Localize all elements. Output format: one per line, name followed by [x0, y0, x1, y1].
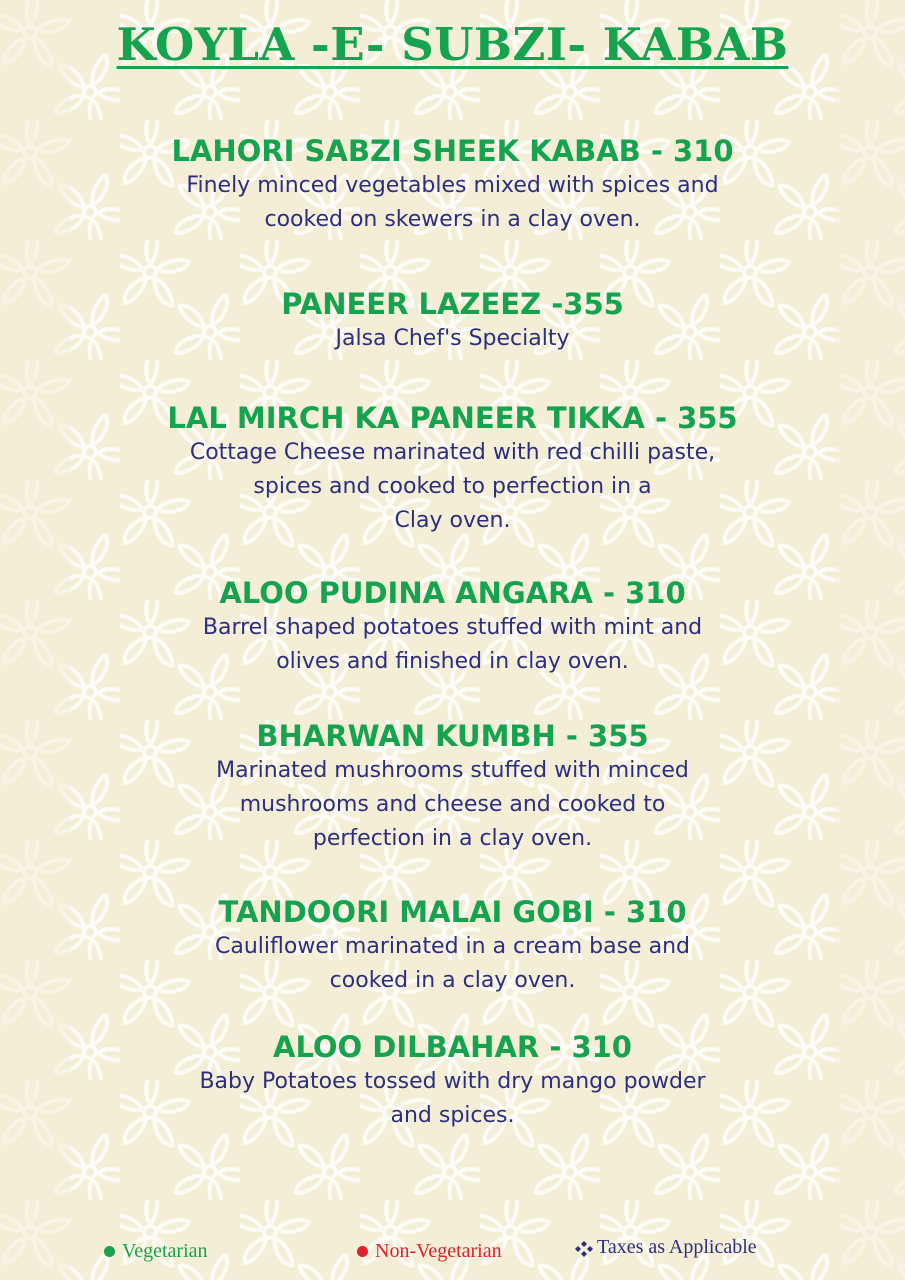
menu-item: [120, 133, 785, 237]
vegetarian-dot-icon: [104, 1246, 115, 1257]
legend-non-vegetarian: [357, 1236, 502, 1266]
four-diamonds-icon: [574, 1237, 594, 1255]
menu-section-title: KOYLA -E- SUBZI- KABAB: [116, 18, 789, 71]
menu-item: [120, 575, 785, 679]
menu-item-description: Baby Potatoes tossed with dry mango powder and spices.: [199, 1069, 706, 1128]
menu-item-description: Finely minced vegetables mixed with spices and cooked on skewers in a clay oven.: [186, 173, 719, 232]
legend-vegetarian-label: Vegetarian: [122, 1240, 208, 1262]
menu-item: [120, 400, 785, 538]
menu-item: [120, 894, 785, 998]
menu-item-name: LAHORI SABZI SHEEK KABAB - 310: [171, 134, 734, 168]
legend-non-vegetarian-label: Non-Vegetarian: [375, 1240, 502, 1262]
menu-item-name: TANDOORI MALAI GOBI - 310: [218, 895, 687, 929]
menu-item: [120, 286, 785, 356]
menu-item-name: BHARWAN KUMBH - 355: [256, 719, 649, 753]
right-margin-fade: [835, 0, 905, 1280]
legend-taxes-label: Taxes as Applicable: [597, 1236, 757, 1258]
menu-item-description: Barrel shaped potatoes stuffed with mint and olives and finished in clay oven.: [202, 615, 703, 674]
menu-item-description: Cauliflower marinated in a cream base and cooked in a clay oven.: [215, 934, 690, 993]
menu-item-description: Jalsa Chef's Specialty: [335, 326, 570, 351]
menu-item-description: Marinated mushrooms stuffed with minced mushrooms and cheese and cooked to perfection in a clay oven.: [216, 758, 689, 851]
menu-item-name: LAL MIRCH KA PANEER TIKKA - 355: [167, 401, 738, 435]
legend-vegetarian: [104, 1236, 208, 1266]
menu-item: [120, 718, 785, 856]
menu-item-name: PANEER LAZEEZ -355: [281, 287, 624, 321]
menu-item-name: ALOO PUDINA ANGARA - 310: [219, 576, 686, 610]
menu-item-description: Cottage Cheese marinated with red chilli paste, spices and cooked to perfection in a Clay oven.: [189, 440, 716, 533]
menu-item-name: ALOO DILBAHAR - 310: [273, 1030, 632, 1064]
non-vegetarian-dot-icon: [357, 1246, 368, 1257]
menu-item: [120, 1029, 785, 1133]
left-margin-fade: [0, 0, 70, 1280]
legend-taxes: [574, 1232, 757, 1262]
